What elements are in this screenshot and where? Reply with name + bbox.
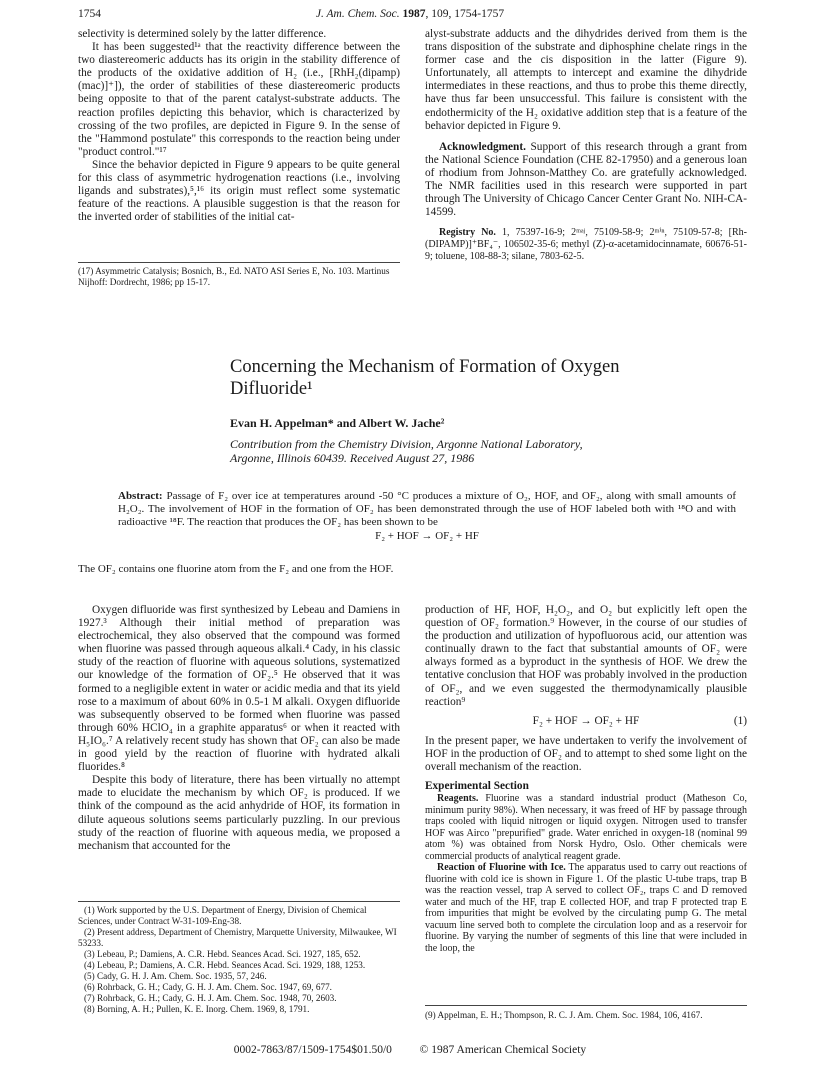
authors: Evan H. Appelman* and Albert W. Jache² bbox=[230, 416, 445, 430]
paragraph: production of HF, HOF, H₂O₂, and O₂ but explicitly left open the question of OF₂ formation.⁹ However, in the course of our studies of the production and utilization of hypofluorous acid, our attention was continually drawn to the fact that substantial amounts of OF₂ were always formed as a byproduct in the synthesis of HOF. We drew the tentative conclusion that HOF was probably involved in the production of OF₂, and we even suggested the thermodynamically plausible reaction⁹ bbox=[425, 604, 747, 708]
title-line-2: Difluoride¹ bbox=[230, 379, 313, 399]
footnote-rule bbox=[425, 1005, 747, 1006]
paragraph: In the present paper, we have undertaken to verify the involvement of HOF in the production of OF₂ and to attempt to shed some light on the overall mechanism of the reaction. bbox=[425, 734, 747, 773]
page-number: 1754 bbox=[78, 8, 101, 20]
paragraph: selectivity is determined solely by the latter difference. bbox=[78, 28, 327, 40]
equation-1 bbox=[425, 712, 747, 732]
equation-1-expression: F₂ + HOF → OF₂ + HF bbox=[532, 714, 640, 727]
journal-name: J. Am. Chem. Soc. bbox=[315, 8, 400, 20]
footnote-rule bbox=[78, 901, 400, 902]
registry-text: 1, 75397-16-9; 2ᵐᵃʲ, 75109-58-9; 2ᵐⁱⁿ, 75109-57-8; [Rh-(DIPAMP)]⁺BF₄⁻, 106502-35-6; methyl (Z)-α-acetamidocinnamate, 60676-51-9; toluene, 108-88-3; silane, 7803-62-5. bbox=[425, 227, 747, 262]
title-line-1: Concerning the Mechanism of Formation of Oxygen bbox=[230, 357, 620, 377]
registry-label: Registry No. bbox=[439, 227, 496, 239]
reaction-paragraph bbox=[425, 862, 747, 954]
registry-numbers bbox=[425, 227, 747, 262]
body-right-column bbox=[425, 604, 747, 954]
reaction-text: The apparatus used to carry out reactions of fluorine with cold ice is shown in Figure 1. Of the plastic U-tube traps, trap B was the reaction vessel, trap A served to collect OF₂, traps C and D removed water and much of the HF, trap E collected HOF, and trap F protected trap E from impurities that might be evolved by the circulating pump G. The metal vacuum line served both to complete the circulation loop and as a reservoir for fluorine. By varying the number of segments of this line that were included in the loop, the bbox=[425, 862, 747, 954]
footnote: (6) Rohrback, G. H.; Cady, G. H. J. Am. Chem. Soc. 1947, 69, 677. bbox=[84, 982, 332, 992]
affiliation-line-2: Argonne, Illinois 60439. Received August 27, 1986 bbox=[230, 451, 475, 465]
acknowledgment-label: Acknowledgment. bbox=[439, 140, 526, 153]
footer-code: 0002-7863/87/1509-1754$01.50/0 bbox=[233, 1044, 392, 1056]
acknowledgment bbox=[425, 141, 747, 220]
paragraph: Oxygen difluoride was first synthesized by Lebeau and Damiens in 1927.³ Although their initial method of preparation was electrochemical, they also observed that the compound was formed when fluorine was passed through aqueous alkali.⁴ Cady, in his classic study of the reaction of fluorine with aqueous solutions, systematized our knowledge of the formation of OF₂.⁵ He observed that it was formed to a negligible extent in water or acidic media and that its yield rose to a maximum of about 60% in 0.5-1 M alkali. Oxygen difluoride was subsequently observed to be formed when fluorine was passed through 60% HClO₄ in a graphite apparatus⁶ or when it reacted with H₅IO₆.⁷ A relatively recent study has shown that OF₂ can also be made in good yield by the reaction of fluorine with hydrated alkali fluorides.⁸ bbox=[78, 604, 400, 774]
footnote: (1) Work supported by the U.S. Department of Energy, Division of Chemical Sciences, under Contract W-31-109-Eng-38. bbox=[78, 905, 367, 926]
footer-copyright: © 1987 American Chemical Society bbox=[419, 1044, 587, 1056]
reaction-label: Reaction of Fluorine with Ice. bbox=[437, 862, 566, 874]
abstract-end: The OF₂ contains one fluorine atom from the F₂ and one from the HOF. bbox=[78, 563, 394, 575]
prev-article-footnote: (17) Asymmetric Catalysis; Bosnich, B., Ed. NATO ASI Series E, No. 103. Martinus Nijhoff: Dordrecht, 1986; pp 15-17. bbox=[78, 266, 390, 287]
equation-1-number: (1) bbox=[733, 714, 747, 727]
section-heading: Experimental Section bbox=[425, 780, 529, 793]
footnote: (2) Present address, Department of Chemistry, Marquette University, Milwaukee, WI 53233. bbox=[78, 927, 397, 948]
footnote: (8) Borning, A. H.; Pullen, K. E. Inorg. Chem. 1969, 8, 1791. bbox=[84, 1004, 310, 1014]
paragraph: Despite this body of literature, there has been virtually no attempt made to elucidate the mechanism by which OF₂ is produced. If we think of the compound as the acid anhydride of HOF, its formation in dilute aqueous solutions seems particularly puzzling. In our previous study of the reaction of fluorine with aqueous media, we proposed a mechanism that accounted for the bbox=[78, 774, 400, 852]
body-left-column bbox=[78, 604, 400, 853]
acknowledgment-text: Support of this research through a grant from the National Science Foundation (CHE 82-17950) and a generous loan of rhodium from Johnson-Matthey Co. are gratefully acknowledged. The NMR facilities used in this research were supported in part through The University of Chicago Cancer Center Grant No. NIH-CA-14599. bbox=[425, 140, 747, 219]
footnotes-left bbox=[78, 905, 400, 1015]
reagents-paragraph bbox=[425, 793, 747, 862]
footnote: (3) Lebeau, P.; Damiens, A. C.R. Hebd. Seances Acad. Sci. 1927, 185, 652. bbox=[84, 949, 361, 959]
article-title bbox=[230, 356, 750, 400]
running-header: J. Am. Chem. Soc. 1987, 109, 1754-1757 bbox=[315, 8, 505, 20]
prev-article-left-column bbox=[78, 28, 400, 224]
abstract bbox=[118, 490, 736, 543]
journal-year: 1987 bbox=[402, 8, 426, 20]
reagents-label: Reagents. bbox=[437, 793, 479, 805]
abstract-label: Abstract: bbox=[118, 490, 163, 502]
affiliation bbox=[230, 437, 750, 465]
footnote: (7) Rohrback, G. H.; Cady, G. H. J. Am. Chem. Soc. 1948, 70, 2603. bbox=[84, 993, 337, 1003]
abstract-equation: F₂ + HOF → OF₂ + HF bbox=[375, 530, 479, 542]
experimental-text bbox=[425, 793, 747, 954]
abstract-text: Passage of F₂ over ice at temperatures around -50 °C produces a mixture of O₂, HOF, and OF₂, along with small amounts of H₂O₂. The involvement of HOF in the formation of OF₂ has been demonstrated through the use of HOF labeled both with ¹⁸O and with radioactive ¹⁸F. The reaction that produces the OF₂ has been shown to be bbox=[118, 490, 736, 528]
affiliation-line-1: Contribution from the Chemistry Division, Argonne National Laboratory, bbox=[230, 437, 583, 451]
paragraph: alyst-substrate adducts and the dihydrides derived from them is the trans disposition of the substrate and diphosphine chelate rings in the former case and the cis disposition in the latter (Figure 9). Unfortunately, all attempts to intercept and examine the dihydride intermediates in these reactions, and thus to probe this theme directly, have thus far been unsuccessful. This failure is consistent with the endothermicity of the H₂ oxidative addition step that is a feature of the behavior depicted in Figure 9. bbox=[425, 28, 747, 132]
paragraph: Since the behavior depicted in Figure 9 appears to be quite general for this class of asymmetric hydrogenation reactions (i.e., involving ligands and substrates),⁵,¹⁶ its origin must reflect some systematic feature of the reactions. A plausible suggestion is that the reason for the inverted order of stabilities of the initial cat- bbox=[78, 158, 400, 224]
footnote-rule bbox=[78, 262, 400, 263]
page-footer bbox=[0, 1044, 820, 1056]
journal-volume-pages: 109, 1754-1757 bbox=[431, 8, 505, 20]
prev-article-right-column bbox=[425, 28, 747, 263]
footnote: (4) Lebeau, P.; Damiens, A. C.R. Hebd. Seances Acad. Sci. 1929, 188, 1253. bbox=[84, 960, 366, 970]
paragraph: It has been suggested¹ᵃ that the reactivity difference between the two diastereomeric adducts has its origin in the stability difference of the products of the oxidative addition of H₂ (i.e., [RhH₂(dipamp)(mac)]⁺]), the order of stabilities of these diastereomeric products being opposite to that of the parent catalyst-substrate adducts. The reaction profiles depicting this behavior, which is characterized by crossing of the two profiles, are depicted in Figure 9. In the sense of the "Hammond postulate" this corresponds to the reaction being under "product control."¹⁷ bbox=[78, 41, 400, 158]
footnote-right: (9) Appelman, E. H.; Thompson, R. C. J. Am. Chem. Soc. 1984, 106, 4167. bbox=[425, 1010, 703, 1020]
footnote: (5) Cady, G. H. J. Am. Chem. Soc. 1935, 57, 246. bbox=[84, 971, 267, 981]
reagents-text: Fluorine was a standard industrial product (Matheson Co, minimum purity 98%). When necessary, it was freed of HF by passage through traps cooled with liquid nitrogen or liquid oxygen. Nitrogen used to transfer HOF was Airco "prepurified" grade. Water enriched in oxygen-18 (nominal 99 atom %) was obtained from Norsk Hydro, Oslo. Other chemicals were commercial products of analytical reagent grade. bbox=[425, 793, 748, 862]
